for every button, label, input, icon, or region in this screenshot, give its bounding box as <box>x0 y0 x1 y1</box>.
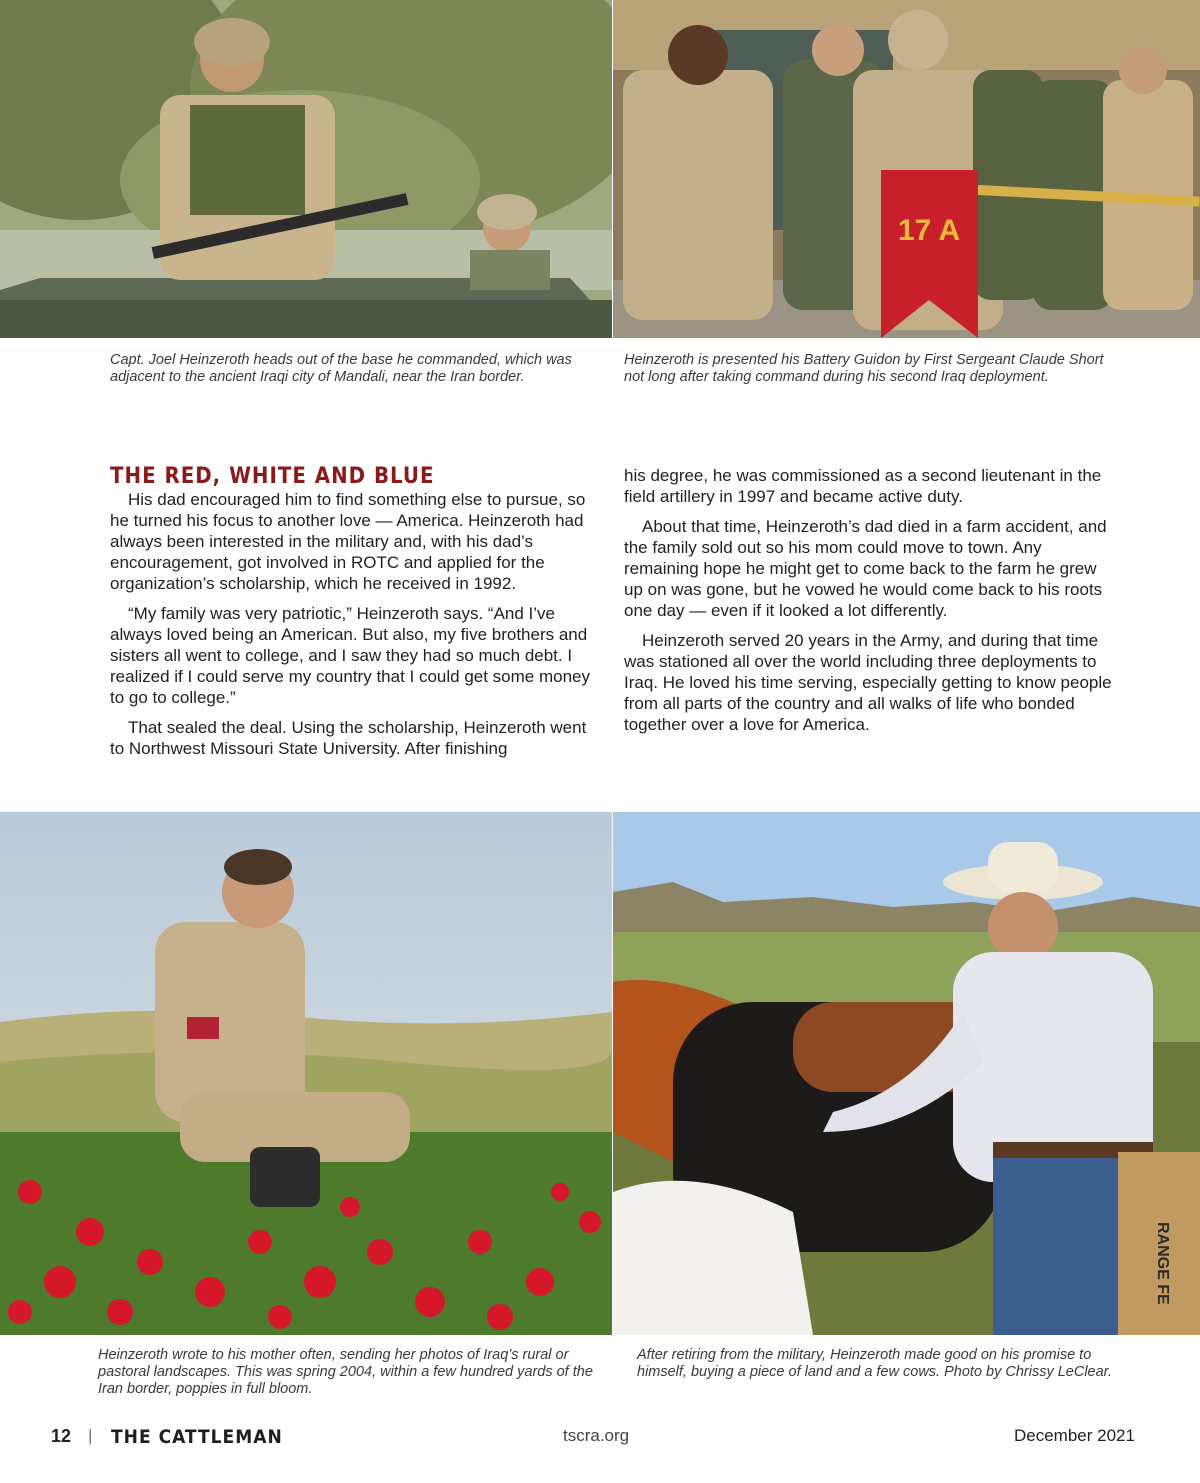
article-paragraph: his degree, he was commissioned as a second lieutenant in the field artillery in 1997 and became active duty. <box>624 466 1102 506</box>
article-right-column <box>624 465 1120 744</box>
article-paragraph: “My family was very patriotic,” Heinzeroth says. “And I’ve always loved being an American. But also, my five brothers and sisters all went to college, and I saw they had so much debt. I realized if I could serve my country that I could get some money to go to college.” <box>110 604 591 707</box>
page-number: 12 <box>51 1426 72 1446</box>
photo-soldier-on-vehicle <box>0 0 612 338</box>
caption-top-right: Heinzeroth is presented his Battery Guidon by First Sergeant Claude Short not long after taking command during his second Iraq deployment. <box>624 352 1104 385</box>
magazine-title: THE CATTLEMAN <box>111 1426 283 1448</box>
article-paragraph: That sealed the deal. Using the scholarship, Heinzeroth went to Northwest Missouri State University. After finishing <box>110 718 587 758</box>
footer-separator: | <box>88 1426 93 1445</box>
photo-soldier-in-poppies <box>0 812 612 1335</box>
section-heading: THE RED, WHITE AND BLUE <box>110 464 435 489</box>
article-paragraph: Heinzeroth served 20 years in the Army, and during that time was stationed all over the world including three deployments to Iraq. He loved his time serving, especially getting to know people from all parts of the country and all walks of life who bonded together over a love for America. <box>624 631 1112 734</box>
caption-bottom-left: Heinzeroth wrote to his mother often, sending her photos of Iraq’s rural or pastoral landscapes. This was spring 2004, within a few hundred yards of the Iran border, poppies in full bloom. <box>98 1347 593 1397</box>
photo-rancher-with-cattle <box>613 812 1200 1335</box>
photo-guidon-ceremony <box>613 0 1200 338</box>
feed-bag-label: RANGE FE <box>1154 1222 1171 1305</box>
article-left-column <box>110 465 602 768</box>
caption-top-left: Capt. Joel Heinzeroth heads out of the base he commanded, which was adjacent to the ancient Iraqi city of Mandali, near the Iran border. <box>110 352 572 385</box>
issue-date: December 2021 <box>1014 1426 1135 1445</box>
website-link[interactable]: tscra.org <box>563 1426 630 1445</box>
caption-bottom-right: After retiring from the military, Heinzeroth made good on his promise to himself, buying a piece of land and a few cows. Photo by Chrissy LeClear. <box>637 1347 1112 1380</box>
article-paragraph: His dad encouraged him to find something else to pursue, so he turned his focus to another love — America. Heinzeroth had always been interested in the military and, with his dad’s encouragement, got involved in ROTC and applied for the organization’s scholarship, which he received in 1992. <box>110 490 586 593</box>
guidon-label: 17 A <box>897 214 961 247</box>
article-paragraph: About that time, Heinzeroth’s dad died in a farm accident, and the family sold out so his mom could move to town. Any remaining hope he might get to come back to the farm he grew up on was gone, but he vowed he would come back to his roots one day — even if it looked a lot differently. <box>624 517 1107 620</box>
